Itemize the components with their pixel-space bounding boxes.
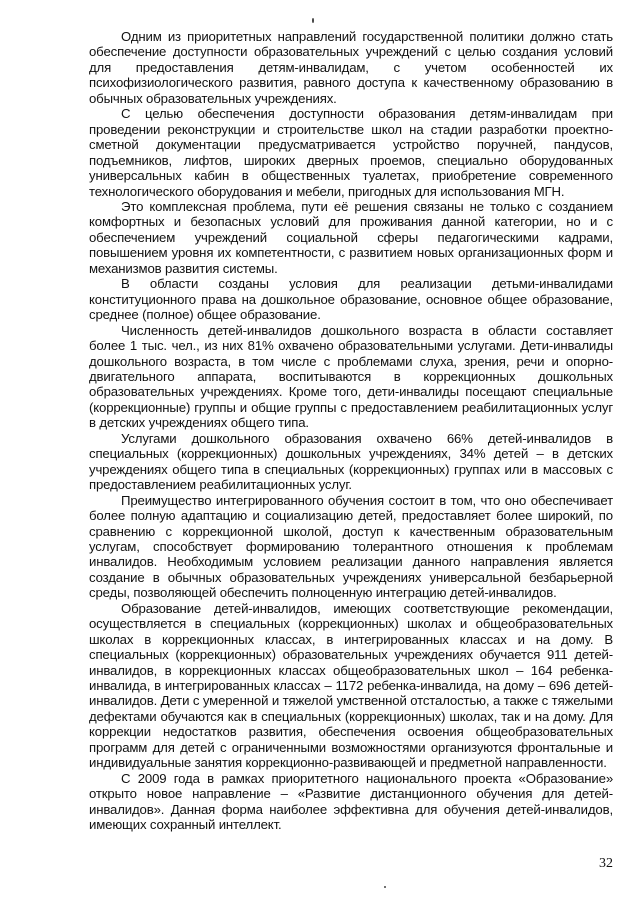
paragraph-distance-learning: С 2009 года в рамках приоритетного национального проекта «Образование» открыто новое направление – «Развитие дистанционного обучения для детей-инвалидов». Данная форма наиболее эффективна для обучения детей-инвалидов, имеющих сохранный интеллект. bbox=[89, 770, 613, 833]
paragraph-constitutional-rights: В области созданы условия для реализации детьми-инвалидами конституционного права на дошкольное образование, основное общее образование, среднее (полное) общее образование. bbox=[89, 276, 613, 323]
document-body bbox=[89, 29, 613, 833]
page-number: 32 bbox=[599, 856, 613, 871]
paragraph-integrated-education: Преимущество интегрированного обучения состоит в том, что оно обеспечивает более полную адаптацию и социализацию детей, предоставляет более широкий, по сравнению с коррекционной школой, доступ к качественным образовательным услугам, способствует формированию толерантного отношения к проблемам инвалидов. Необходимым условием реализации данного направления является создание в обычных образовательных учреждениях универсальной безбарьерной среды, позволяющей обеспечить полноценную интеграцию детей-инвалидов. bbox=[89, 492, 613, 601]
paragraph-complex-problem: Это комплексная проблема, пути её решения связаны не только с созданием комфортных и безопасных условий для проживания данной категории, но и с обеспечением учреждений социальной сферы педагогическими кадрами, повышением уровня их компетентности, с развитием новых организационных форм и механизмов развития системы. bbox=[89, 198, 613, 276]
paragraph-accessibility-policy: Одним из приоритетных направлений государственной политики должно стать обеспечение доступности образовательных учреждений с целью создания условий для предоставления детям-инвалидам, с учетом особенностей их психофизиологического развития, равного доступа к качественному образованию в обычных образовательных учреждениях. bbox=[89, 29, 613, 106]
scan-speck bbox=[384, 886, 386, 888]
paragraph-preschool-coverage: Услугами дошкольного образования охвачено 66% детей-инвалидов в специальных (коррекционных) дошкольных учреждениях, 34% детей – в детских учреждениях общего типа в специальных (коррекционных) группах или в массовых с предоставлением реабилитационных услуг. bbox=[89, 430, 613, 493]
paragraph-preschool-count: Численность детей-инвалидов дошкольного возраста в области составляет более 1 тыс. чел., из них 81% охвачено образовательными услугами. Дети-инвалиды дошкольного возраста, в том числе с проблемами слуха, зрения, речи и опорно-двигательного аппарата, воспитываются в коррекционных дошкольных образовательных учреждениях. Кроме того, дети-инвалиды посещают специальные (коррекционные) группы и общие группы с предоставлением реабилитационных услуг в детских учреждениях общего типа. bbox=[89, 322, 613, 431]
scan-speck bbox=[312, 18, 314, 23]
paragraph-education-forms: Образование детей-инвалидов, имеющих соответствующие рекомендации, осуществляется в специальных (коррекционных) школах и общеобразовательных школах в коррекционных классах, в интегрированных классах и на дому. В специальных (коррекционных) образовательных учреждениях обучается 911 детей-инвалидов, в коррекционных классах общеобразовательных школ – 164 ребенка-инвалида, в интегрированных классах – 1172 ребенка-инвалида, на дому – 696 детей-инвалидов. Дети с умеренной и тяжелой умственной отсталостью, а также с тяжелыми дефектами обучаются как в специальных (коррекционных) школах, так и на дому. Для коррекции недостатков развития, обеспечения освоения общеобразовательных программ для детей с ограниченными возможностями организуются фронтальные и индивидуальные занятия коррекционно-развивающей и предметной направленности. bbox=[89, 600, 613, 771]
paragraph-school-construction: С целью обеспечения доступности образования детям-инвалидам при проведении реконструкции и строительстве школ на стадии разработки проектно-сметной документации предусматривается устройство поручней, пандусов, подъемников, лифтов, широких дверных проемов, специально оборудованных универсальных кабин в общественных туалетах, приобретение современного технологического оборудования и мебели, пригодных для использования МГН. bbox=[89, 106, 613, 199]
